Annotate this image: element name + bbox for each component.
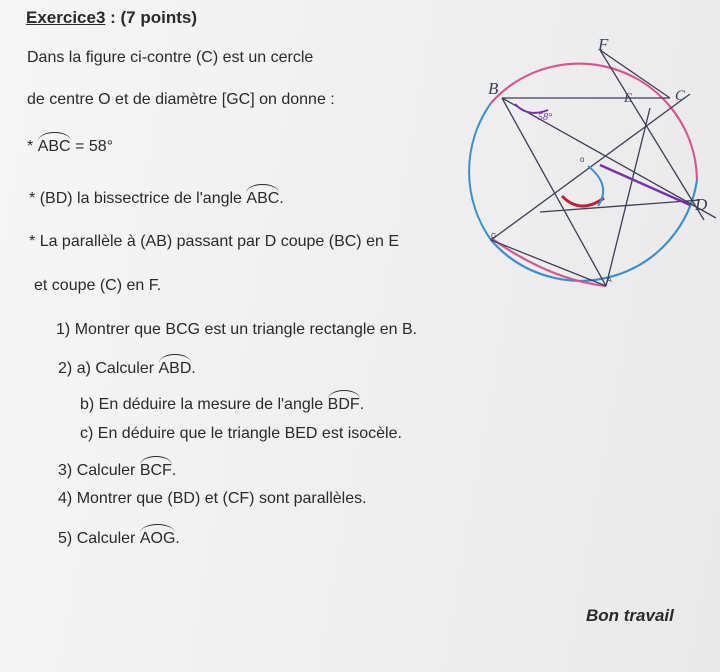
- period: .: [279, 190, 284, 207]
- given-text: La parallèle à (AB) passant par D coupe (BC) en E: [39, 233, 399, 250]
- question-5: [58, 526, 180, 549]
- intro-line-1: Dans la figure ci-contre (C) est un cercle: [27, 49, 314, 66]
- angle-aog: AOG: [140, 526, 176, 549]
- angle-bdf: BDF: [328, 392, 360, 415]
- question-2a: [58, 356, 196, 379]
- angle-bcf: BCF: [140, 458, 172, 481]
- exercise-points: (7 points): [120, 8, 198, 27]
- question-number: 3): [58, 462, 73, 479]
- question-2c: c) En déduire que le triangle BED est isocèle.: [80, 425, 402, 442]
- angle-abc: ABC: [38, 134, 71, 157]
- question-text: Montrer que BCG est un triangle rectangle en B.: [74, 321, 418, 338]
- line-od: [540, 200, 700, 212]
- period: .: [359, 396, 365, 413]
- label-angle-58: 58°: [538, 112, 552, 123]
- question-text: a) Calculer: [76, 360, 155, 377]
- period: .: [171, 462, 177, 479]
- given-text: (BD) la bissectrice de l'angle: [39, 190, 242, 207]
- geometry-figure: [462, 30, 720, 298]
- exercise-title: [26, 8, 197, 28]
- label-c: C: [675, 88, 686, 104]
- intro-line-2: de centre O et de diamètre [GC] on donne :: [27, 91, 335, 108]
- line-bd: [502, 98, 716, 218]
- angle-arc-blue: [588, 166, 603, 206]
- label-o: o: [580, 155, 585, 164]
- question-number: 4): [58, 490, 73, 507]
- circle-arc-top: [491, 64, 697, 180]
- given-parallel-cont: et coupe (C) en F.: [34, 277, 162, 294]
- label-d: D: [695, 195, 708, 214]
- period: .: [175, 530, 180, 547]
- question-text: Montrer que (BD) et (CF) sont parallèles.: [76, 490, 367, 507]
- question-text: b) En déduire la mesure de l'angle: [80, 396, 324, 413]
- angle-abc: ABC: [246, 186, 279, 209]
- bullet: *: [27, 138, 34, 155]
- question-1: [56, 320, 417, 340]
- line-cf: [600, 50, 670, 98]
- exercise-number: Exercice3: [26, 8, 106, 27]
- angle-abd: ABD: [159, 356, 192, 379]
- question-text: Calculer: [76, 530, 136, 547]
- label-a: A: [607, 277, 612, 284]
- question-2b: [80, 392, 364, 415]
- bullet: *: [29, 233, 36, 250]
- bullet: *: [29, 190, 36, 207]
- question-3: [58, 458, 176, 481]
- angle-arc-red: [562, 196, 604, 206]
- question-number: 2): [58, 360, 73, 377]
- given-angle-abc: [27, 134, 113, 157]
- question-number: 1): [56, 321, 71, 338]
- given-parallel: [29, 232, 399, 252]
- angle-value: = 58°: [75, 138, 114, 155]
- line-ag: [606, 108, 650, 286]
- label-b: B: [488, 79, 499, 98]
- label-g: G: [491, 233, 497, 240]
- closing-note: Bon travail: [586, 606, 674, 625]
- question-4: [58, 489, 367, 509]
- label-f: F: [598, 35, 609, 54]
- circle-arc-left: [469, 103, 491, 240]
- line-ba: [502, 98, 606, 286]
- question-text: Calculer: [76, 462, 136, 479]
- question-number: 5): [58, 530, 73, 547]
- bisector-highlight: [600, 165, 690, 205]
- title-separator: :: [105, 8, 121, 27]
- label-e: E: [624, 90, 632, 105]
- period: .: [191, 360, 196, 377]
- line-ga: [491, 240, 606, 286]
- given-bisector: [29, 186, 284, 209]
